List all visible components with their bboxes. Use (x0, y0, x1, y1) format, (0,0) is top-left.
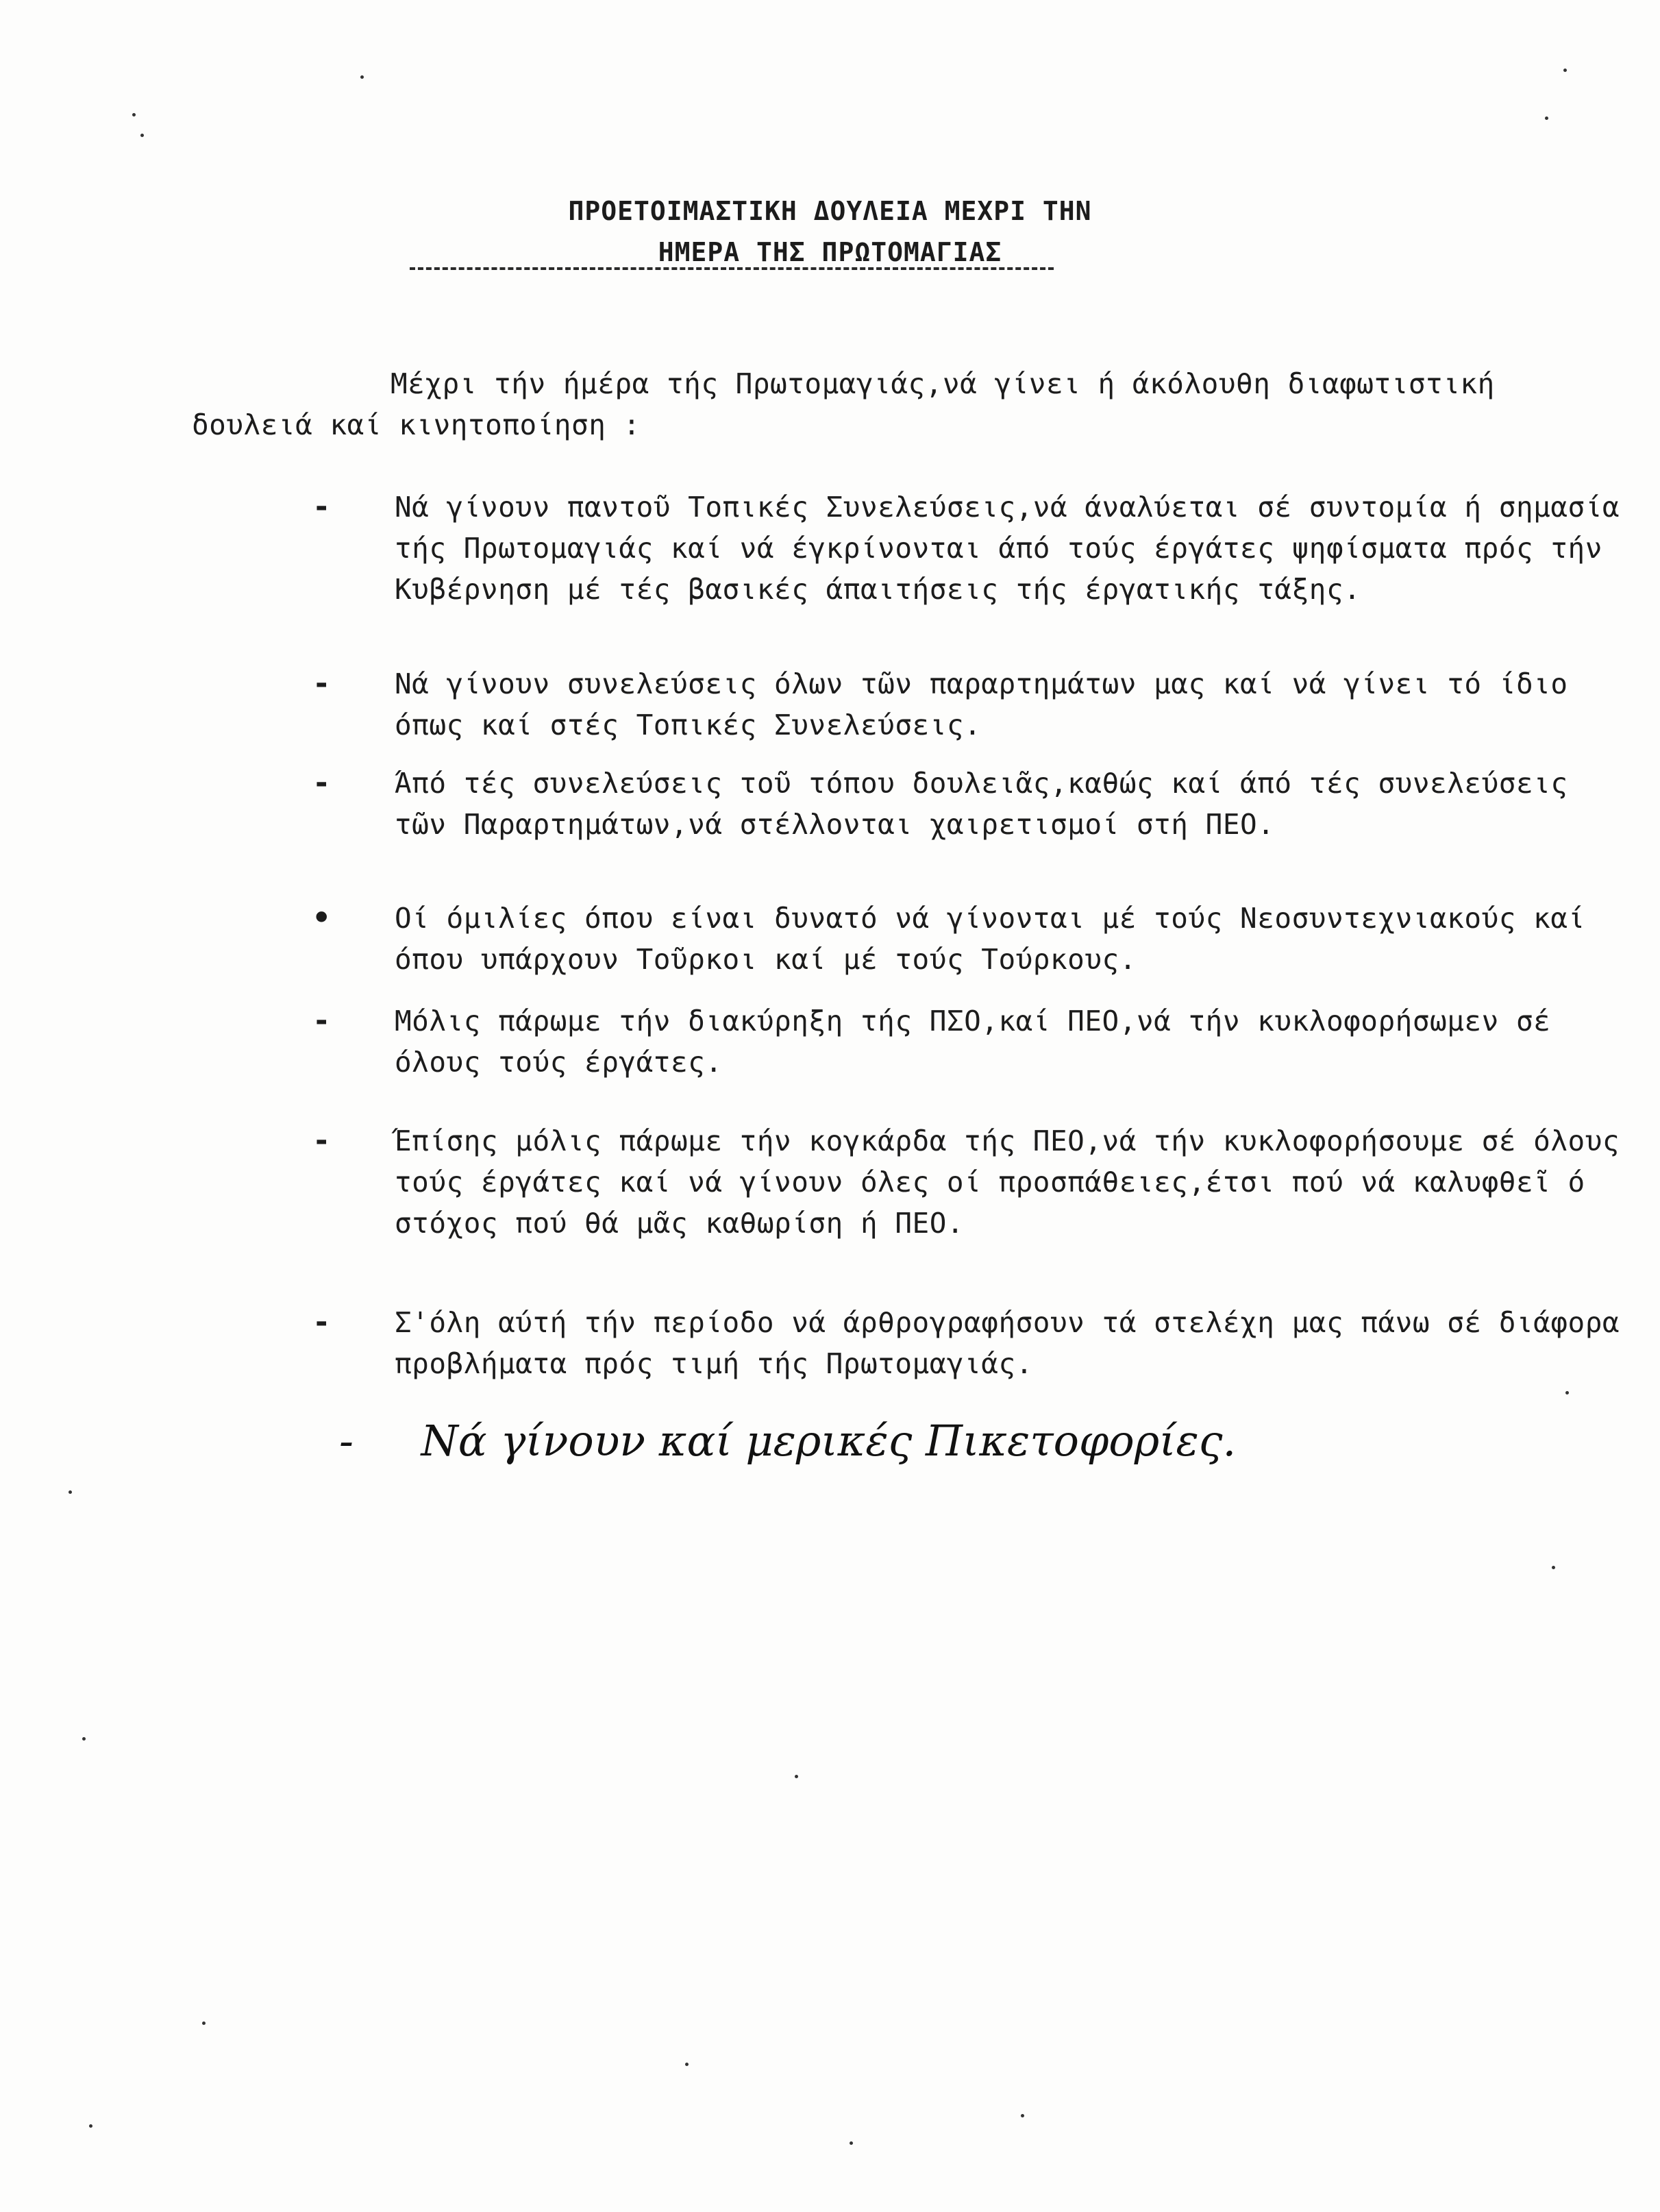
scan-speck (850, 2141, 853, 2145)
scan-speck (202, 2021, 206, 2025)
scan-speck (69, 1490, 72, 1494)
list-item-text: Μόλις πάρωμε τήν διακύρηξη τής ΠΣΟ,καί ΠΕΟ,νά τήν κυκλοφορήσωμεν σέ όλους τούς έργάτες. (395, 1005, 1551, 1079)
handwritten-note-text (339, 1416, 1236, 1466)
scan-speck (140, 134, 144, 137)
document-title-line-2: ΗΜΕΡΑ ΤΗΣ ΠΡΩΤΟΜΑΓΙΑΣ (658, 237, 1002, 267)
scan-speck (1565, 1391, 1569, 1394)
scan-speck (89, 2124, 92, 2128)
list-bullet: • (312, 900, 331, 935)
list-bullet: - (312, 489, 331, 524)
handwritten-bullet: - (339, 1416, 354, 1466)
scan-speck (132, 113, 136, 116)
scan-speck (685, 2063, 689, 2066)
handwritten-note (339, 1416, 1298, 1512)
list-bullet: - (312, 1305, 331, 1340)
list-item-text: Νά γίνουν παντοῦ Τοπικές Συνελεύσεις,νά άναλύεται σέ συντομία ή σημασία τής Πρωτομαγιάς καί νά έγκρίνονται άπό τούς έργάτες ψηφίσματα πρός τήν Κυβέρνηση μέ τές βασικές άπαιτήσεις τής έργατικής τάξης. (395, 491, 1620, 606)
scan-speck (360, 75, 364, 79)
scan-speck (795, 1775, 798, 1778)
handwritten-text: Νά γίνουν καί μερικές Πικετοφορίες. (421, 1416, 1237, 1466)
list-bullet: - (312, 1123, 331, 1158)
list-item-text: Έπίσης μόλις πάρωμε τήν κογκάρδα τής ΠΕΟ,νά τήν κυκλοφορήσουμε σέ όλους τούς έργάτες καί νά γίνουν όλες οί προσπάθειες,έτσι πού νά καλυφθεῖ ό στόχος πού θά μᾶς καθωρίση ή ΠΕΟ. (395, 1125, 1620, 1240)
list-item-text: Νά γίνουν συνελεύσεις όλων τῶν παραρτημάτων μας καί νά γίνει τό ίδιο όπως καί στές Τοπικές Συνελεύσεις. (395, 667, 1568, 741)
list-bullet: - (312, 666, 331, 701)
list-item-text: Σ'όλη αύτή τήν περίοδο νά άρθρογραφήσουν τά στελέχη μας πάνω σέ διάφορα προβλήματα πρός τιμή τής Πρωτομαγιάς. (395, 1306, 1620, 1380)
title-underline (410, 267, 1054, 270)
scan-speck (82, 1737, 86, 1741)
list-bullet: - (312, 1003, 331, 1038)
list-item-text: Άπό τές συνελεύσεις τοῦ τόπου δουλειᾶς,καθώς καί άπό τές συνελεύσεις τῶν Παραρτημάτων,νά στέλλονται χαιρετισμοί στή ΠΕΟ. (395, 767, 1568, 841)
scan-speck (1563, 69, 1567, 72)
scan-speck (1552, 1566, 1555, 1569)
intro-paragraph: Μέχρι τήν ήμέρα τής Πρωτομαγιάς,νά γίνει ή άκόλουθη διαφωτιστική δουλειά καί κινητοποίηση : (192, 367, 1495, 441)
scan-speck (1021, 2114, 1024, 2117)
list-item-text: Οί όμιλίες όπου είναι δυνατό νά γίνονται μέ τούς Νεοσυντεχνιακούς καί όπου υπάρχουν Τοῦρκοι καί μέ τούς Τούρκους. (395, 902, 1585, 976)
document-title-line-1: ΠΡΟΕΤΟΙΜΑΣΤΙΚΗ ΔΟΥΛΕΙΑ ΜΕΧΡΙ ΤΗΝ (568, 196, 1092, 226)
list-bullet: - (312, 765, 331, 800)
scan-speck (1545, 116, 1548, 120)
